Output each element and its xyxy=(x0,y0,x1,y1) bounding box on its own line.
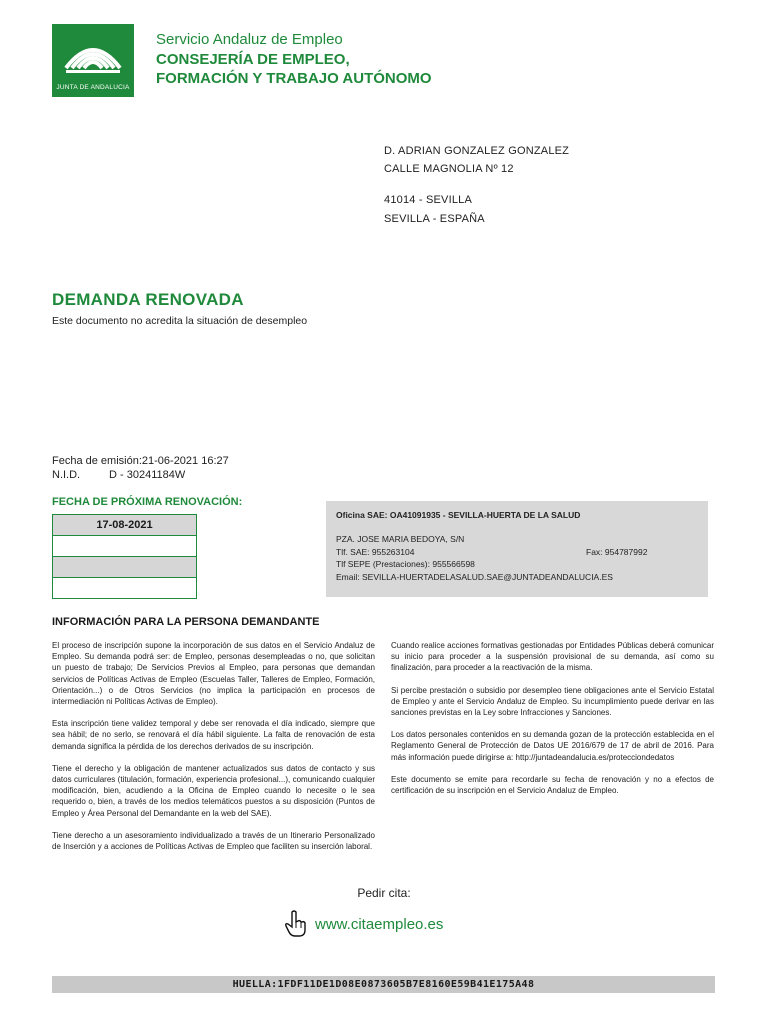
issue-date-value: 21-06-2021 16:27 xyxy=(141,455,229,467)
info-paragraph: Este documento se emite para recordarle su fecha de renovación y no a efectos de certificación de su inscripción en el Servicio Andaluz de Empleo. xyxy=(391,774,714,796)
office-address: PZA. JOSE MARIA BEDOYA, S/N xyxy=(336,534,465,544)
info-paragraph: Si percibe prestación o subsidio por desempleo tiene obligaciones ante el Servicio Estatal de Empleo y ante el Servicio Andaluz de Empleo. Su incumplimiento puede derivar en las sanciones previstas en la Ley sobre Infracciones y Sanciones. xyxy=(391,685,714,718)
citaempleo-link[interactable]: www.citaempleo.es xyxy=(315,916,444,933)
appointment-label: Pedir cita: xyxy=(357,886,411,900)
info-paragraph: Tiene derecho a un asesoramiento individualizado a través de un Itinerario Personalizado de Inserción y a acciones de Políticas Activas de Empleo que faciliten su inserción laboral. xyxy=(52,830,375,852)
org-department-line2: FORMACIÓN Y TRABAJO AUTÓNOMO xyxy=(156,70,432,87)
org-department-line1: CONSEJERÍA DE EMPLEO, xyxy=(156,51,350,68)
info-right-column xyxy=(391,640,714,807)
info-paragraph: El proceso de inscripción supone la incorporación de sus datos en el Servicio Andaluz de Empleo. Su demanda podrá ser: de Empleo, personas desempleadas o no, que solicitan un puesto de trabajo; De Servicios Previos al Empleo, para personas que demandan servicios de Políticas Activas de Empleo (Escuelas Taller, Talleres de Empleo, Formación, Orientación...) o de Otros Servicios (no implica la participación en procesos de intermediación ni Políticas Activas de Empleo). xyxy=(52,641,375,707)
document-fingerprint: HUELLA:1FDF11DE1D08E0873605B7E8160E59B41E175A48 xyxy=(52,976,715,993)
logo-text: JUNTA DE ANDALUCIA xyxy=(56,84,130,91)
pointing-hand-icon xyxy=(284,910,308,938)
info-paragraph: Cuando realice acciones formativas gestionadas por Entidades Públicas deberá comunicar su inicio para proceder a la suspensión provisional de su demanda, así como su finalización, para proceder a la reactivación de la misma. xyxy=(391,641,714,673)
recipient-street: CALLE MAGNOLIA Nº 12 xyxy=(384,163,514,175)
junta-andalucia-logo xyxy=(52,24,134,97)
office-phone-sepe: Tlf SEPE (Prestaciones): 955566598 xyxy=(336,559,475,569)
info-section-title: INFORMACIÓN PARA LA PERSONA DEMANDANTE xyxy=(52,616,320,628)
office-email: Email: SEVILLA-HUERTADELASALUD.SAE@JUNTADEANDALUCIA.ES xyxy=(336,572,613,582)
recipient-region: SEVILLA - ESPAÑA xyxy=(384,213,485,225)
renewal-label: FECHA DE PRÓXIMA RENOVACIÓN: xyxy=(52,496,243,508)
renewal-table xyxy=(52,514,197,599)
office-phone: Tlf. SAE: 955263104 xyxy=(336,547,415,557)
nid xyxy=(52,469,252,481)
renewal-row xyxy=(53,536,196,557)
info-left-column xyxy=(52,640,375,863)
recipient-postal-city: 41014 - SEVILLA xyxy=(384,194,473,206)
org-name: Servicio Andaluz de Empleo xyxy=(156,31,343,48)
nid-value: D - 30241184W xyxy=(109,469,186,481)
renewal-row xyxy=(53,557,196,578)
renewal-row: 17-08-2021 xyxy=(53,515,196,536)
info-paragraph: Los datos personales contenidos en su demanda gozan de la protección establecida en el Reglamento General de Protección de Datos UE 2016/679 de 17 de abril de 2016. Para más información puede dirigirse a: http://juntadeandalucia.es/protecciondedatos xyxy=(391,730,714,762)
nid-label: N.I.D. xyxy=(52,469,81,481)
issue-date xyxy=(52,455,229,467)
issue-date-label: Fecha de emisión: xyxy=(52,455,142,467)
recipient-name: D. ADRIAN GONZALEZ GONZALEZ xyxy=(384,145,570,157)
office-fax: Fax: 954787992 xyxy=(586,547,648,557)
office-name: Oficina SAE: OA41091935 - SEVILLA-HUERTA DE LA SALUD xyxy=(336,510,581,520)
office-info-box xyxy=(326,501,708,597)
logo-emblem-icon xyxy=(52,24,134,84)
renewal-row xyxy=(53,578,196,598)
info-paragraph: Esta inscripción tiene validez temporal y debe ser renovada el día indicado, siempre que sea hábil; de no serlo, se renovará el día hábil siguiente. La falta de renovación de esta demanda significa la pérdida de los derechos derivados de su inscripción. xyxy=(52,719,375,751)
document-subtitle: Este documento no acredita la situación de desempleo xyxy=(52,315,308,327)
info-paragraph: Tiene el derecho y la obligación de mantener actualizados sus datos de contacto y sus datos curriculares (titulación, formación, experiencia profesional...), comunicando cualquier modificación, bien, acudiendo a la Oficina de Empleo cuando lo necesite o le sea requerido o, bien, a través de los medios telemáticos puestos a su disposición (Puntos de Empleo y Área Personal del Demandante en la web del SAE). xyxy=(52,763,375,818)
document-title: DEMANDA RENOVADA xyxy=(52,290,244,309)
